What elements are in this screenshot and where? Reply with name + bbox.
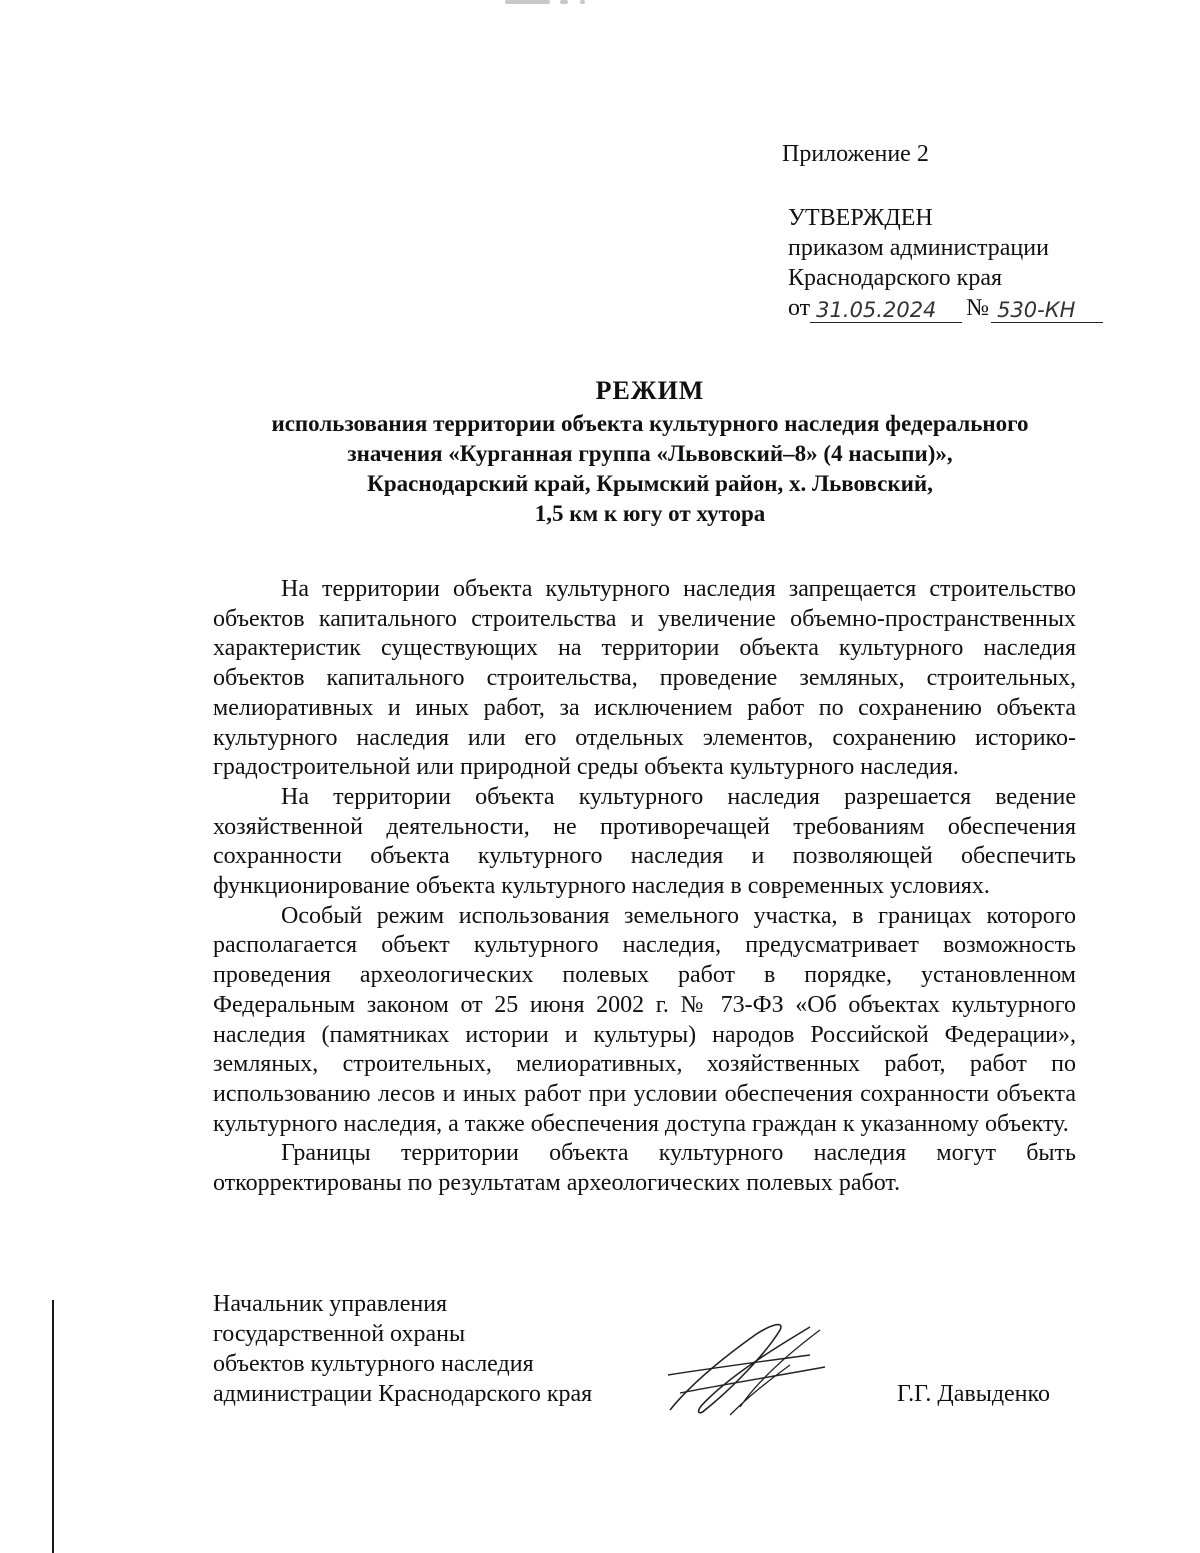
order-date: 31.05.2024: [810, 298, 962, 323]
document-title: РЕЖИМ: [595, 376, 705, 405]
position-line3: объектов культурного наследия: [213, 1351, 534, 1377]
position-line1: Начальник управления: [213, 1291, 448, 1317]
approved-label: УТВЕРЖДЕН: [788, 205, 933, 231]
approval-block: [788, 203, 1103, 323]
position-line4: администрации Краснодарского края: [213, 1381, 593, 1407]
order-number-sign: №: [966, 295, 990, 321]
order-number: 530-КН: [991, 298, 1103, 323]
paragraph-2: На территории объекта культурного наследия разрешается ведение хозяйственной деятельности, не противоречащей требованиям обеспечения сохранности объекта культурного наследия и позволяющей обеспечить функционирование объекта культурного наследия в современных условиях.: [213, 783, 1076, 900]
handwritten-signature: [660, 1315, 840, 1420]
subtitle-line1: использования территории объекта культурного наследия федерального: [271, 411, 1029, 436]
signatory-position: [213, 1289, 592, 1409]
document-body: [213, 575, 1076, 1199]
approved-by-line1: приказом администрации: [788, 235, 1049, 261]
paragraph-3: Особый режим использования земельного участка, в границах которого располагается объект культурного наследия, предусматривает возможность проведения археологических полевых работ в порядке, установленном Федеральным законом от 25 июня 2002 г. № 73-ФЗ «Об объектах культурного наследия (памятниках истории и культуры) народов Российской Федерации», земляных, строительных, мелиоративных, хозяйственных работ, работ по использованию лесов и иных работ при условии обеспечения сохранности объекта культурного наследия, а также обеспечения доступа граждан к указанному объекту.: [213, 902, 1076, 1137]
order-from: от: [788, 295, 811, 321]
subtitle-line2: значения «Курганная группа «Львовский–8» (4 насыпи)»,: [347, 441, 953, 466]
scan-edge-line: [52, 1300, 54, 1553]
paragraph-1: На территории объекта культурного наследия запрещается строительство объектов капитального строительства и увеличение объемно-пространственных характеристик существующих на территории объекта культурного наследия объектов капитального строительства, проведение земляных, строительных, мелиоративных и иных работ, за исключением работ по сохранению объекта культурного наследия или его отдельных элементов, сохранению историко-градостроительной или природной среды объекта культурного наследия.: [213, 576, 1076, 781]
order-line: [788, 293, 1103, 323]
position-line2: государственной охраны: [213, 1321, 466, 1347]
scan-smudge: [505, 0, 585, 8]
subtitle-line4: 1,5 км к югу от хутора: [534, 501, 766, 526]
paragraph-4: Границы территории объекта культурного наследия могут быть откорректированы по результатам археологических полевых работ.: [213, 1140, 1076, 1197]
subtitle-line3: Краснодарский край, Крымский район, х. Львовский,: [367, 471, 933, 496]
signer-name: Г.Г. Давыденко: [897, 1381, 1050, 1407]
document-subtitle: [210, 409, 1090, 529]
appendix-label: Приложение 2: [782, 141, 929, 167]
approved-by-line2: Краснодарского края: [788, 265, 1003, 291]
